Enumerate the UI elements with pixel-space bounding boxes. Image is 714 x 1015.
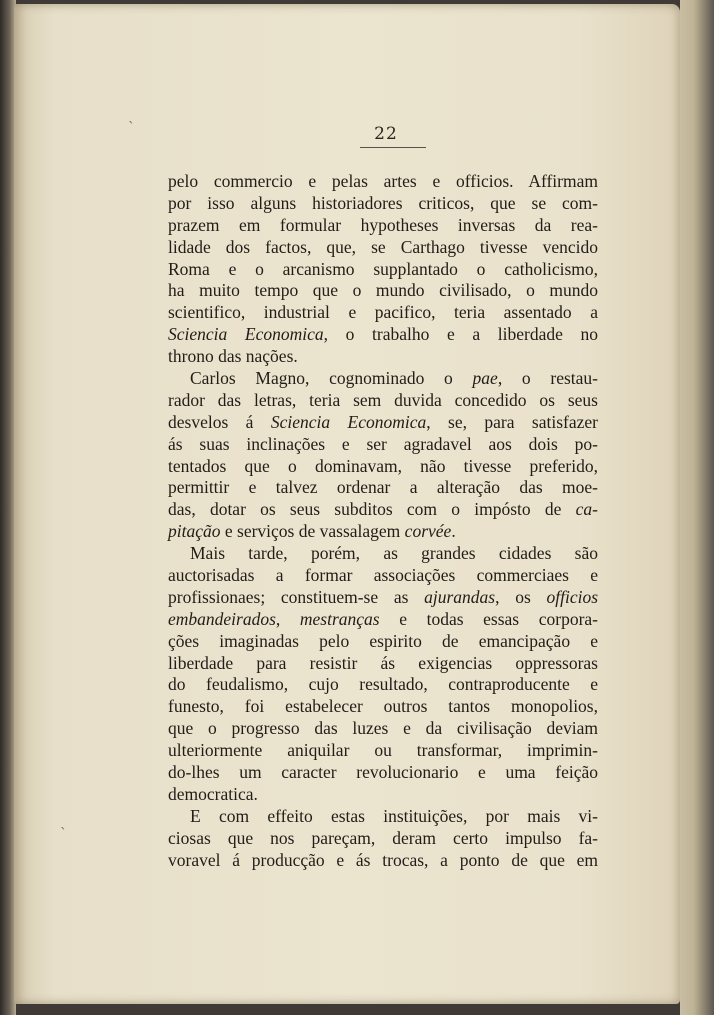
- text-line: [168, 434, 598, 456]
- page-speck: ˋ: [60, 826, 67, 842]
- italic-text: ajurandas: [424, 586, 496, 607]
- italic-text: officios: [546, 586, 599, 607]
- text-run: rador das letras, teria sem duvida concedido os seus: [168, 389, 598, 410]
- italic-text: Sciencia Economica: [168, 324, 324, 345]
- text-line: [168, 696, 598, 718]
- text-run: por isso alguns historiadores criticos, que se com-: [168, 192, 598, 213]
- text-line: [168, 324, 598, 346]
- text-run: voravel á producção e ás trocas, a ponto de que em: [168, 849, 598, 870]
- text-line: [168, 390, 598, 412]
- text-run: permittir e talvez ordenar a alteração das moe-: [168, 477, 598, 498]
- text-line: [168, 565, 598, 587]
- page-number: 22: [374, 124, 398, 144]
- text-line: [168, 477, 598, 499]
- text-run: liberdade para resistir ás exigencias oppressoras: [168, 652, 598, 673]
- text-run: ulteriormente aniquilar ou transformar, imprimin-: [168, 740, 598, 761]
- text-line: [168, 850, 598, 872]
- page-speck: ˋ: [128, 120, 135, 136]
- text-line: [168, 259, 598, 281]
- text-line: [168, 806, 598, 828]
- text-line: [168, 171, 598, 193]
- text-run: e todas essas corpora-: [379, 608, 598, 629]
- text-run: , o restau-: [497, 368, 598, 389]
- text-run: ções imaginadas pelo espirito de emancipação e: [168, 630, 598, 651]
- italic-text: mestranças: [299, 608, 380, 629]
- text-run: , os: [495, 586, 547, 607]
- text-line: [168, 784, 598, 806]
- italic-text: corvée: [404, 521, 452, 542]
- text-line: [168, 609, 598, 631]
- text-run: do-lhes um caracter revolucionario e uma feição: [168, 762, 598, 783]
- text-line: [168, 368, 598, 390]
- text-line: [168, 499, 598, 521]
- text-line: [168, 456, 598, 478]
- text-line: [168, 280, 598, 302]
- text-run: throno das nações.: [168, 346, 298, 367]
- text-line: [168, 740, 598, 762]
- italic-text: embandeirados: [168, 608, 276, 629]
- text-line: [168, 215, 598, 237]
- text-run: profissionaes; constituem-se as: [168, 586, 425, 607]
- text-line: [168, 674, 598, 696]
- body-text: [168, 171, 598, 872]
- text-run: do feudalismo, cujo resultado, contraproducente e: [168, 674, 598, 695]
- text-line: [168, 587, 598, 609]
- text-line: [168, 302, 598, 324]
- text-run: lidade dos factos, que, se Carthago tivesse vencido: [168, 236, 598, 257]
- italic-text: Sciencia Economica: [270, 411, 427, 432]
- text-line: [168, 631, 598, 653]
- text-run: democratica.: [168, 783, 258, 804]
- italic-text: pitação: [168, 521, 221, 542]
- text-line: [168, 653, 598, 675]
- text-run: ,: [275, 608, 300, 629]
- text-line: [168, 412, 598, 434]
- text-line: [168, 718, 598, 740]
- text-run: funesto, foi estabelecer outros tantos monopolios,: [168, 696, 598, 717]
- text-run: .: [451, 521, 456, 542]
- text-run: tentados que o dominavam, não tivesse preferido,: [168, 455, 598, 476]
- text-run: Carlos Magno, cognominado o: [190, 368, 473, 389]
- text-run: ha muito tempo que o mundo civilisado, o mundo: [168, 280, 598, 301]
- text-line: [168, 237, 598, 259]
- text-line: [168, 346, 598, 368]
- text-run: Mais tarde, porém, as grandes cidades são: [190, 543, 598, 564]
- text-line: [168, 543, 598, 565]
- text-run: , se, para satisfazer: [426, 411, 598, 432]
- text-run: Roma e o arcanismo supplantado o catholicismo,: [168, 258, 598, 279]
- header-rule: [360, 147, 426, 148]
- text-run: e serviços de vassalagem: [220, 521, 405, 542]
- text-run: prazem em formular hypotheses inversas da rea-: [168, 214, 598, 235]
- text-line: [168, 193, 598, 215]
- text-run: auctorisadas a formar associações commerciaes e: [168, 565, 598, 586]
- text-run: , o trabalho e a liberdade no: [323, 324, 598, 345]
- text-run: das, dotar os seus subditos com o impósto de: [168, 499, 576, 520]
- text-line: [168, 828, 598, 850]
- page-edge: [680, 0, 714, 1015]
- text-run: que o progresso das luzes e da civilisação deviam: [168, 718, 598, 739]
- text-line: [168, 521, 598, 543]
- text-run: ciosas que nos pareçam, deram certo impulso fa-: [168, 827, 598, 848]
- text-run: ás suas inclinações e ser agradavel aos dois po-: [168, 433, 598, 454]
- italic-text: pae: [472, 368, 498, 389]
- text-run: scientifico, industrial e pacifico, teria assentado a: [168, 302, 598, 323]
- italic-text: ca-: [575, 499, 598, 520]
- text-line: [168, 762, 598, 784]
- text-run: E com effeito estas instituições, por mais vi-: [190, 805, 598, 826]
- text-run: desvelos á: [168, 411, 271, 432]
- text-run: pelo commercio e pelas artes e officios. Affirmam: [168, 171, 598, 191]
